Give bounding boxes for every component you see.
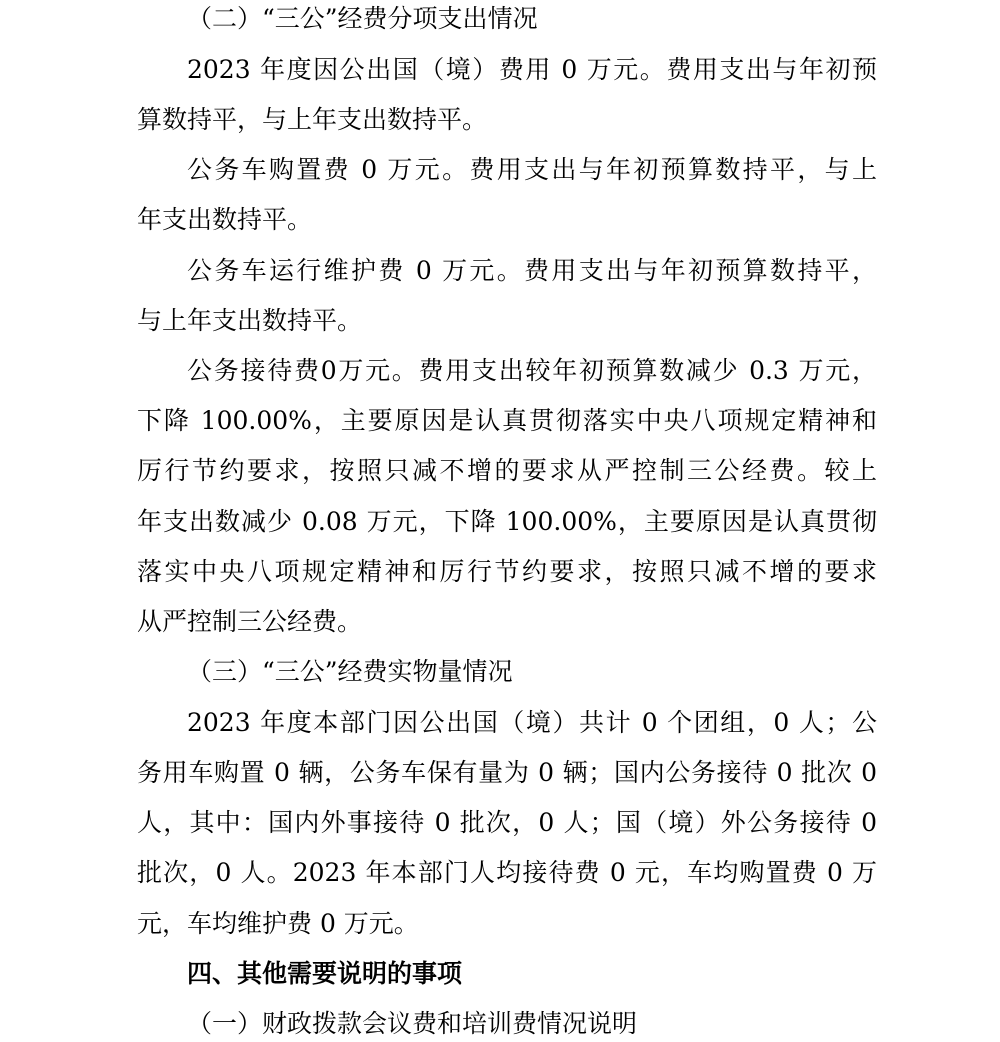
sub-heading: （一）财政拨款会议费和培训费情况说明 [187,1009,638,1038]
section-heading-2: （二）“三公”经费分项支出情况 [187,4,538,33]
paragraph-line: 从严控制三公经费。 [137,607,363,636]
chapter-heading: 四、其他需要说明的事项 [187,959,463,988]
paragraph-line: 2023 年度本部门因公出国（境）共计 0 个团组，0 人；公 [187,708,877,737]
paragraph-line: 与上年支出数持平。 [137,306,363,335]
paragraph-line: 厉行节约要求，按照只减不增的要求从严控制三公经费。较上 [137,456,877,485]
paragraph-line: 元，车均维护费 0 万元。 [137,909,419,938]
paragraph-line: 下降 100.00%，主要原因是认真贯彻落实中央八项规定精神和 [137,406,877,435]
paragraph-line: 务用车购置 0 辆，公务车保有量为 0 辆；国内公务接待 0 批次 0 [137,758,877,787]
paragraph-line: 公务车运行维护费 0 万元。费用支出与年初预算数持平， [187,256,877,285]
paragraph-line: 年支出数持平。 [137,205,313,234]
paragraph-line: 批次，0 人。2023 年本部门人均接待费 0 元，车均购置费 0 万 [137,858,877,887]
section-heading-3: （三）“三公”经费实物量情况 [187,657,513,686]
paragraph-line: 落实中央八项规定精神和厉行节约要求，按照只减不增的要求 [137,557,877,586]
paragraph-line: 公务车购置费 0 万元。费用支出与年初预算数持平，与上 [187,155,877,184]
paragraph-line: 算数持平，与上年支出数持平。 [137,105,488,134]
paragraph-line: 公务接待费0万元。费用支出较年初预算数减少 0.3 万元， [187,356,877,385]
paragraph-line: 2023 年度因公出国（境）费用 0 万元。费用支出与年初预 [187,55,877,84]
paragraph-line: 年支出数减少 0.08 万元，下降 100.00%，主要原因是认真贯彻 [137,507,877,536]
paragraph-line: 人，其中：国内外事接待 0 批次，0 人；国（境）外公务接待 0 [137,808,877,837]
